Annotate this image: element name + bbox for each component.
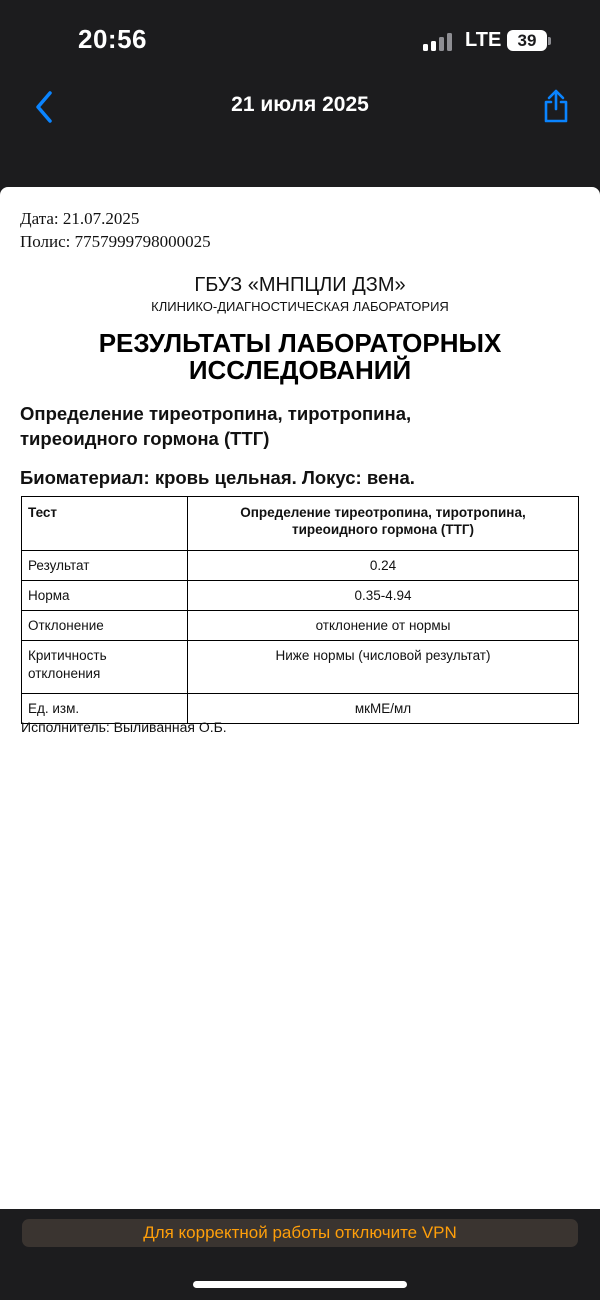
test-name-line1: Определение тиреотропина, тиротропина,	[20, 403, 412, 424]
document-title	[0, 330, 600, 384]
share-icon	[540, 88, 572, 124]
network-type: LTE	[465, 29, 502, 51]
executor-line: Исполнитель: Выливанная О.Б.	[21, 719, 227, 735]
row-value: 0.35-4.94	[188, 581, 579, 611]
header-value-cell	[188, 497, 579, 551]
header-value-line2: тиреоидного гормона (ТТГ)	[292, 522, 474, 537]
battery-tip	[548, 37, 551, 45]
test-name-line2: тиреоидного гормона (ТТГ)	[20, 428, 270, 449]
table-row	[22, 611, 579, 641]
biomaterial: Биоматериал: кровь цельная. Локус: вена.	[20, 467, 415, 488]
row-label-line1: Критичность	[28, 648, 107, 663]
battery-level: 39	[517, 31, 537, 50]
row-label: Результат	[22, 551, 188, 581]
laboratory-name: КЛИНИКО-ДИАГНОСТИЧЕСКАЯ ЛАБОРАТОРИЯ	[151, 299, 449, 314]
row-label-line2: отклонения	[28, 666, 101, 681]
table-row	[22, 641, 579, 694]
row-value: 0.24	[188, 551, 579, 581]
status-time: 20:56	[78, 24, 147, 54]
signal-strength-icon	[423, 31, 457, 51]
results-table	[21, 496, 579, 724]
status-bar	[0, 0, 600, 80]
nav-bar	[0, 80, 600, 135]
row-label: Норма	[22, 581, 188, 611]
row-value: Ниже нормы (числовой результат)	[188, 641, 579, 694]
document-title-line2: ИССЛЕДОВАНИЙ	[188, 355, 412, 385]
row-label: Ед. изм.	[22, 694, 188, 724]
test-name	[20, 401, 580, 451]
battery-icon	[507, 30, 547, 51]
table-row	[22, 581, 579, 611]
table-header-row	[22, 497, 579, 551]
date-line: Дата: 21.07.2025	[20, 209, 140, 228]
header-label-cell: Тест	[22, 497, 188, 551]
document-page[interactable]	[0, 187, 600, 1209]
row-label: Отклонение	[22, 611, 188, 641]
row-value: отклонение от нормы	[188, 611, 579, 641]
header-value-line1: Определение тиреотропина, тиротропина,	[240, 505, 526, 520]
organization-name: ГБУЗ «МНПЦЛИ ДЗМ»	[194, 274, 406, 296]
document-title-line1: РЕЗУЛЬТАТЫ ЛАБОРАТОРНЫХ	[98, 328, 502, 358]
page-title: 21 июля 2025	[231, 93, 369, 116]
share-button[interactable]	[540, 88, 572, 124]
home-indicator[interactable]	[193, 1281, 407, 1288]
table-row	[22, 551, 579, 581]
vpn-warning-banner[interactable]: Для корректной работы отключите VPN	[22, 1219, 578, 1247]
row-label	[22, 641, 188, 694]
policy-line: Полис: 7757999798000025	[20, 232, 211, 251]
row-value: мкМЕ/мл	[188, 694, 579, 724]
